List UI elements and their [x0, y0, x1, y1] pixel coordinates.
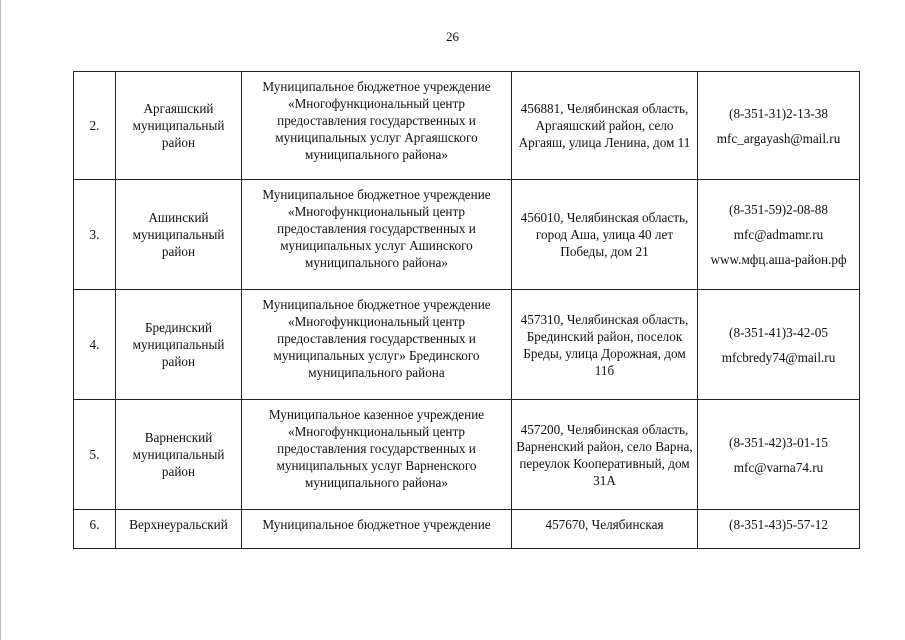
phone: (8-351-41)3-42-05 [729, 324, 828, 340]
table-row [74, 72, 860, 180]
table-row [74, 180, 860, 290]
phone: (8-351-43)5-57-12 [729, 517, 828, 532]
row-number: 5. [74, 400, 116, 510]
email: mfcbredy74@mail.ru [721, 349, 836, 365]
district-cell: Ашинский муниципальный район [116, 180, 242, 290]
mfc-registry-table [73, 71, 860, 549]
contacts-cell [698, 290, 860, 400]
address-cell: 457310, Челябинская область, Брединский район, поселок Бреды, улица Дорожная, дом 11б [512, 290, 698, 400]
address-cell: 457200, Челябинская область, Варненский район, село Варна, переулок Кооперативный, дом 31А [512, 400, 698, 510]
institution-name-cell: Муниципальное бюджетное учреждение «Многофункциональный центр предоставления государственных и муниципальных услуг Аргаяшского муниципального района» [242, 72, 512, 180]
institution-name-cell: Муниципальное казенное учреждение «Многофункциональный центр предоставления государственных и муниципальных услуг Варненского муниципального района» [242, 400, 512, 510]
table-row [74, 510, 860, 549]
page-edge [0, 0, 1, 640]
district-cell: Аргаяшский муниципальный район [116, 72, 242, 180]
address-cell: 456010, Челябинская область, город Аша, улица 40 лет Победы, дом 21 [512, 180, 698, 290]
district-cell: Верхнеуральский [116, 510, 242, 549]
contacts-cell [698, 400, 860, 510]
page-number: 26 [446, 29, 459, 44]
email: mfc@admamr.ru [733, 227, 824, 242]
institution-name-cell: Муниципальное бюджетное учреждение «Многофункциональный центр предоставления государственных и муниципальных услуг» Брединского муниципального района [242, 290, 512, 400]
row-number: 3. [74, 180, 116, 290]
email: mfc@varna74.ru [733, 459, 824, 475]
address-cell: 457670, Челябинская [512, 510, 698, 549]
row-number: 2. [74, 72, 116, 180]
phone: (8-351-31)2-13-38 [729, 105, 828, 121]
address-cell: 456881, Челябинская область, Аргаяшский район, село Аргаяш, улица Ленина, дом 11 [512, 72, 698, 180]
phone: (8-351-59)2-08-88 [729, 202, 828, 217]
row-number: 4. [74, 290, 116, 400]
district-cell: Варненский муниципальный район [116, 400, 242, 510]
contacts-cell [698, 180, 860, 290]
contacts-cell [698, 510, 860, 549]
website: www.мфц.аша-район.рф [710, 252, 847, 267]
table-row [74, 400, 860, 510]
phone: (8-351-42)3-01-15 [729, 434, 828, 450]
table-row [74, 290, 860, 400]
institution-name-cell: Муниципальное бюджетное учреждение «Многофункциональный центр предоставления государственных и муниципальных услуг Ашинского муниципального района» [242, 180, 512, 290]
row-number: 6. [74, 510, 116, 549]
contacts-cell [698, 72, 860, 180]
district-cell: Брединский муниципальный район [116, 290, 242, 400]
institution-name-cell: Муниципальное бюджетное учреждение [242, 510, 512, 549]
email: mfc_argayash@mail.ru [716, 130, 841, 146]
